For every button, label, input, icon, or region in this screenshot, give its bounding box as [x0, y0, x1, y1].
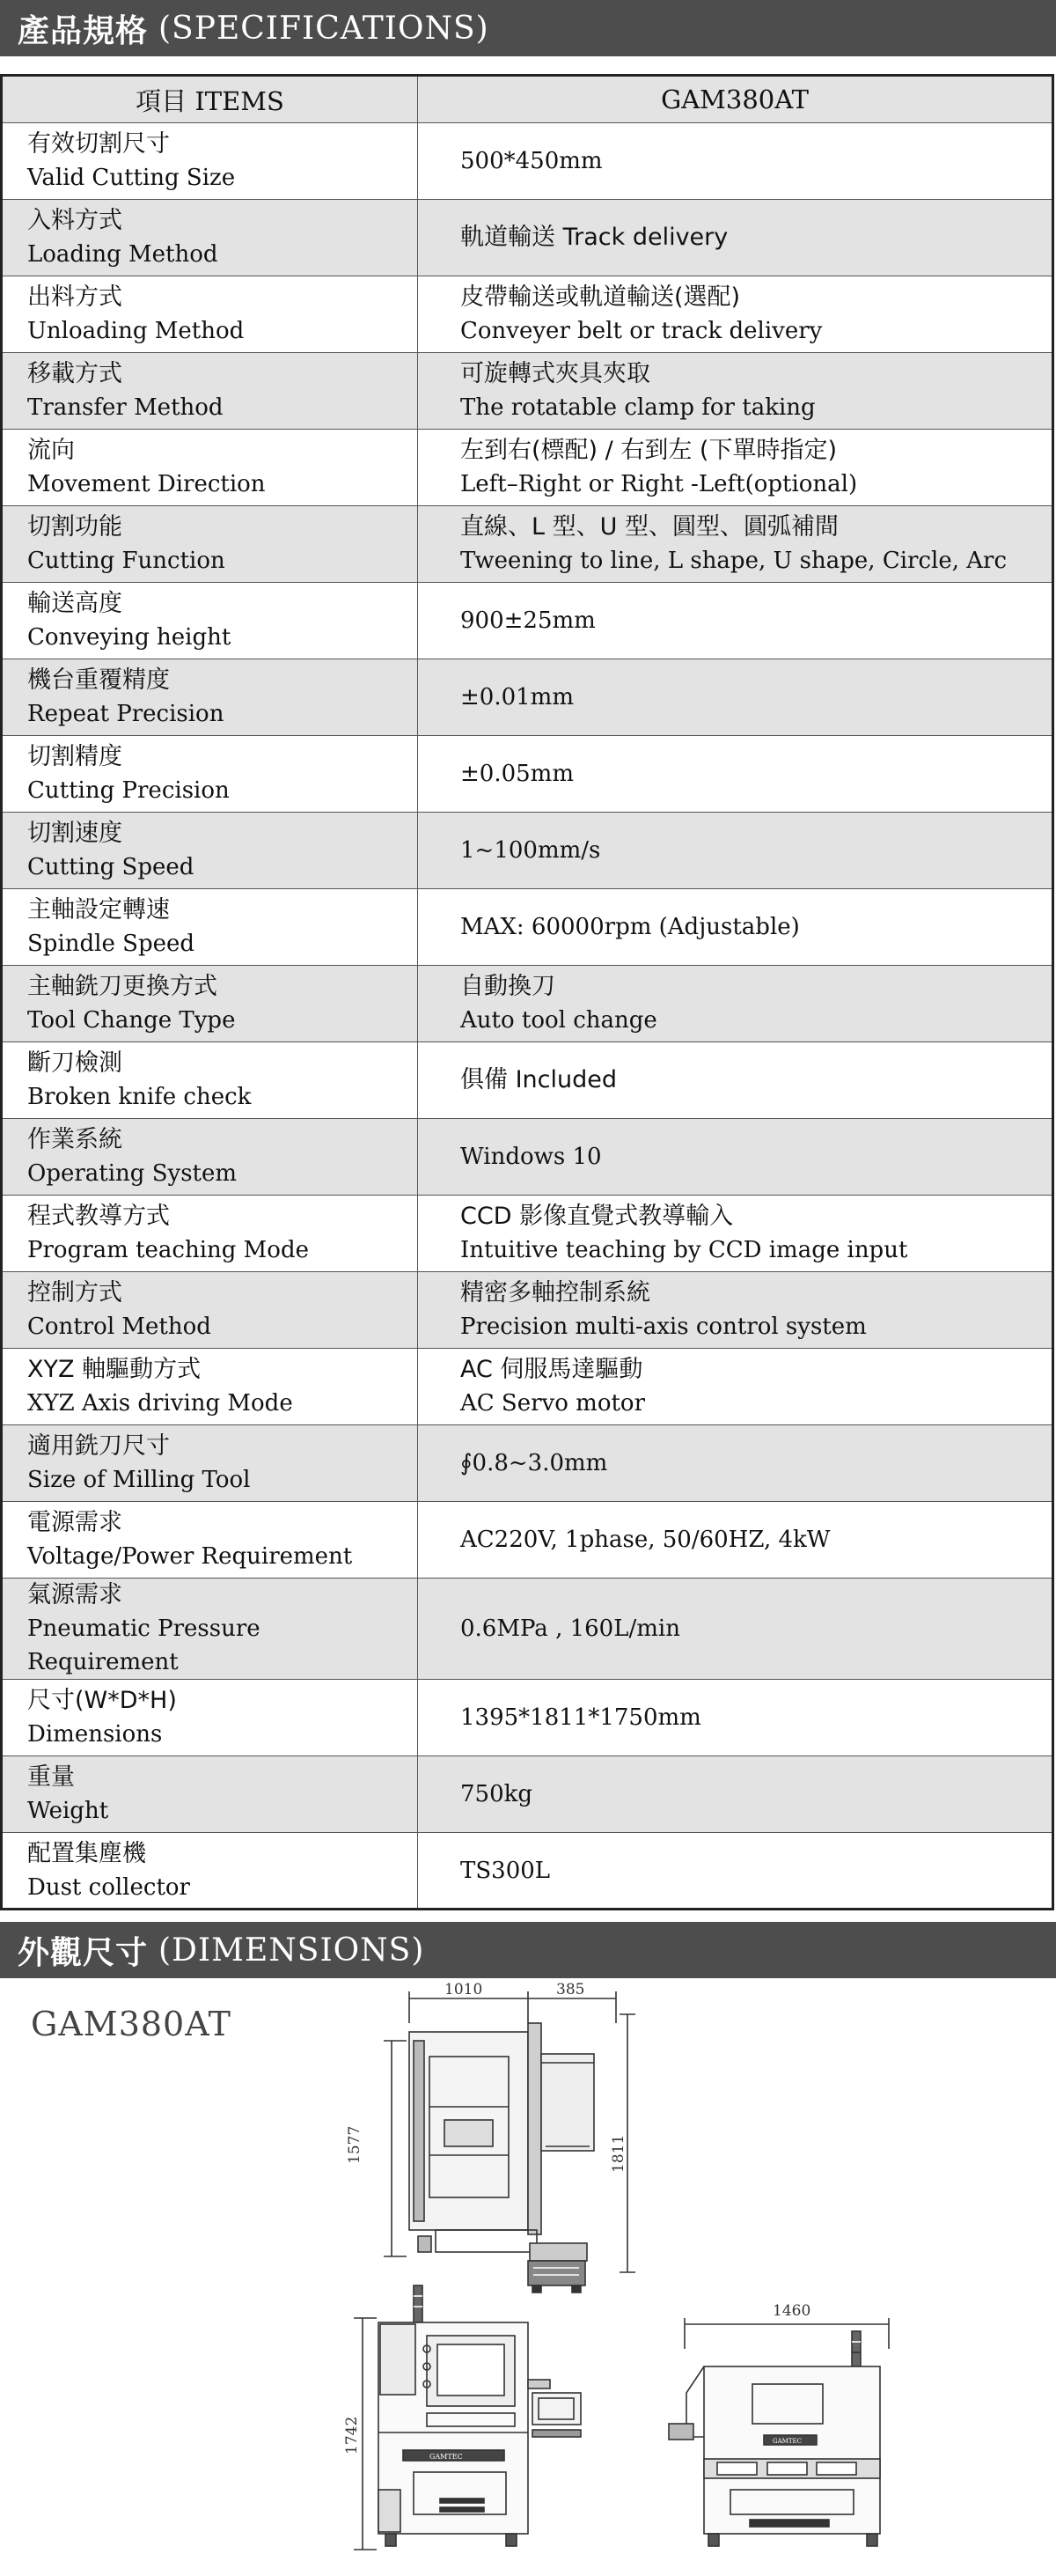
spec-value-en: Intuitive teaching by CCD image input	[460, 1237, 908, 1263]
spec-item-en: XYZ Axis driving Mode	[27, 1390, 293, 1417]
spec-item-zh: 作業系統	[27, 1126, 122, 1153]
spec-value-cell	[418, 353, 1053, 430]
spec-row	[2, 966, 1053, 1042]
spec-item-zh: 重量	[27, 1763, 75, 1791]
dimension-drawings	[0, 1979, 1056, 2576]
specifications-header	[0, 0, 1056, 56]
spec-item-en: Transfer Method	[27, 394, 224, 421]
spec-value-cell	[418, 1042, 1053, 1119]
spec-value-zh: 可旋轉式夾具夾取	[460, 360, 650, 387]
spec-value-cell	[418, 1680, 1053, 1756]
spec-value-cell	[418, 583, 1053, 659]
dim-height-front: 1742	[343, 2416, 361, 2455]
spec-value-cell	[418, 1425, 1053, 1502]
spec-item-en: Cutting Function	[27, 548, 225, 574]
spec-item-zh: 入料方式	[27, 207, 122, 234]
spec-item-zh: 輸送高度	[27, 590, 122, 617]
spec-item-cell	[2, 1756, 418, 1833]
spec-item-en: Dust collector	[27, 1873, 190, 1901]
spec-item-zh: 流向	[27, 437, 75, 464]
spec-item-en: Broken knife check	[27, 1084, 252, 1110]
spec-item-cell	[2, 583, 418, 659]
spec-item-cell	[2, 966, 418, 1042]
specifications-header-en: (SPECIFICATIONS)	[158, 10, 489, 47]
spec-row	[2, 813, 1053, 889]
spec-value: 0.6MPa , 160L/min	[460, 1616, 680, 1642]
brand-plate-front: GAMTEC	[429, 2453, 463, 2461]
spec-value-en: Left–Right or Right -Left(optional)	[460, 471, 858, 497]
spec-item-en: Cutting Speed	[27, 854, 194, 880]
spec-item-en: Size of Milling Tool	[27, 1467, 251, 1493]
spec-row	[2, 1425, 1053, 1502]
spec-value-zh: 左到右(標配) / 右到左 (下單時指定)	[460, 437, 837, 464]
spec-item-cell	[2, 1196, 418, 1272]
spec-item-cell	[2, 813, 418, 889]
spec-row	[2, 583, 1053, 659]
spec-value: TS300L	[460, 1857, 551, 1884]
spec-row	[2, 1756, 1053, 1833]
spec-value: 900±25mm	[460, 607, 596, 634]
spec-item-en: Operating System	[27, 1160, 238, 1187]
spec-value-zh: 精密多軸控制系統	[460, 1279, 650, 1306]
spec-item-cell	[2, 1833, 418, 1910]
spec-item-cell	[2, 1502, 418, 1579]
spec-value-zh: CCD 影像直覺式教導輸入	[460, 1203, 734, 1230]
spec-item-en: Valid Cutting Size	[27, 165, 236, 191]
spec-item-cell	[2, 430, 418, 506]
spec-item-zh: 適用銑刀尺寸	[27, 1432, 170, 1460]
spec-value-en: Conveyer belt or track delivery	[460, 318, 823, 344]
spec-value: ±0.05mm	[460, 761, 574, 787]
spec-value-cell	[418, 1196, 1053, 1272]
spec-value: 500*450mm	[460, 148, 603, 174]
spec-row	[2, 353, 1053, 430]
spec-item-en: Voltage/Power Requirement	[27, 1543, 353, 1570]
spec-value-cell	[418, 889, 1053, 966]
spec-row	[2, 1502, 1053, 1579]
spec-item-cell	[2, 506, 418, 583]
spec-item-en: Spindle Speed	[27, 931, 194, 957]
spec-value: ±0.01mm	[460, 684, 574, 710]
items-column-header: 項目 ITEMS	[2, 76, 418, 123]
spec-value-en: The rotatable clamp for taking	[460, 394, 816, 421]
spec-value-zh: 皮帶輸送或軌道輸送(選配)	[460, 283, 741, 311]
dimensions-header-zh: 外觀尺寸	[18, 1934, 149, 1971]
spec-value: 俱備 Included	[460, 1066, 618, 1093]
spec-item-en: Movement Direction	[27, 471, 266, 497]
spec-value: 750kg	[460, 1781, 533, 1807]
model-column-header: GAM380AT	[418, 76, 1053, 123]
spec-value-cell	[418, 506, 1053, 583]
dimensions-header-en: (DIMENSIONS)	[158, 1932, 425, 1969]
spec-value-en: Tweening to line, L shape, U shape, Circle, Arc	[460, 548, 1008, 574]
spec-item-zh: 程式教導方式	[27, 1203, 170, 1230]
spec-item-zh: 控制方式	[27, 1279, 122, 1306]
spec-row	[2, 659, 1053, 736]
spec-item-zh: 切割速度	[27, 820, 122, 847]
spec-item-en: Cutting Precision	[27, 777, 230, 804]
spec-item-zh: XYZ 軸驅動方式	[27, 1356, 202, 1383]
front-view-drawing	[343, 2285, 581, 2550]
dimensions-header	[0, 1922, 1056, 1978]
spec-item-cell	[2, 1349, 418, 1425]
spec-item-cell	[2, 1042, 418, 1119]
spec-value: 1395*1811*1750mm	[460, 1704, 701, 1731]
spec-row	[2, 1042, 1053, 1119]
spec-value-cell	[418, 200, 1053, 276]
spec-item-zh: 切割精度	[27, 743, 122, 770]
spec-value-zh: 自動換刀	[460, 973, 555, 1000]
spec-value: ∮0.8~3.0mm	[460, 1450, 608, 1476]
rear-view-drawing	[669, 2302, 889, 2546]
spec-item-en: Conveying height	[27, 624, 231, 651]
spec-value: AC220V, 1phase, 50/60HZ, 4kW	[460, 1527, 831, 1553]
spec-item-zh: 移載方式	[27, 360, 122, 387]
spec-value-zh: 直線、L 型、U 型、圓型、圓弧補間	[460, 513, 839, 541]
spec-value-cell	[418, 123, 1053, 200]
drawing-model-label: GAM380AT	[31, 2005, 231, 2043]
spec-item-zh: 機台重覆精度	[27, 666, 170, 694]
spec-value-cell	[418, 813, 1053, 889]
side-view-drawing	[346, 1981, 635, 2293]
spec-value-cell	[418, 1579, 1053, 1680]
spec-row	[2, 1349, 1053, 1425]
spec-value: 軌道輸送 Track delivery	[460, 224, 729, 251]
spec-row	[2, 1119, 1053, 1196]
spec-value-cell	[418, 1756, 1053, 1833]
spec-item-cell	[2, 353, 418, 430]
spec-item-cell	[2, 1425, 418, 1502]
spec-item-zh: 電源需求	[27, 1509, 122, 1536]
spec-value-cell	[418, 1833, 1053, 1910]
spec-value-cell	[418, 736, 1053, 813]
spec-value-cell	[418, 659, 1053, 736]
spec-row	[2, 1833, 1053, 1910]
spec-value: Windows 10	[460, 1144, 602, 1170]
spec-value-cell	[418, 276, 1053, 353]
spec-row	[2, 1196, 1053, 1272]
spec-value: 1~100mm/s	[460, 837, 601, 864]
spec-value-cell	[418, 1502, 1053, 1579]
spec-item-en: Weight	[27, 1798, 109, 1824]
spec-item-en: Tool Change Type	[27, 1007, 236, 1034]
spec-value-en: AC Servo motor	[460, 1390, 646, 1417]
dim-height-total: 1811	[610, 2134, 627, 2173]
spec-item-zh: 主軸銑刀更換方式	[27, 973, 217, 1000]
specifications-table	[0, 74, 1054, 1910]
spec-item-en: Pneumatic Pressure Requirement	[27, 1616, 260, 1675]
spec-item-en: Control Method	[27, 1314, 211, 1340]
spec-value-cell	[418, 1272, 1053, 1349]
dim-height-side: 1577	[346, 2125, 363, 2164]
spec-row	[2, 123, 1053, 200]
spec-item-zh: 斷刀檢測	[27, 1049, 122, 1077]
spec-item-cell	[2, 200, 418, 276]
dim-depth: 1460	[773, 2302, 811, 2320]
spec-item-cell	[2, 276, 418, 353]
spec-item-cell	[2, 736, 418, 813]
spec-item-en: Loading Method	[27, 241, 218, 268]
spec-value-en: Auto tool change	[460, 1007, 657, 1034]
spec-item-en: Repeat Precision	[27, 701, 224, 727]
spec-row	[2, 506, 1053, 583]
spec-row	[2, 1272, 1053, 1349]
spec-row	[2, 276, 1053, 353]
spec-item-cell	[2, 1272, 418, 1349]
spec-item-en: Unloading Method	[27, 318, 245, 344]
spec-item-cell	[2, 1680, 418, 1756]
brand-plate-rear: GAMTEC	[773, 2438, 802, 2445]
specifications-header-zh: 產品規格	[18, 12, 149, 49]
spec-item-zh: 尺寸(W*D*H)	[27, 1687, 177, 1714]
spec-item-zh: 有效切割尺寸	[27, 130, 170, 158]
spec-item-en: Program teaching Mode	[27, 1237, 309, 1263]
spec-row	[2, 200, 1053, 276]
spec-value-zh: AC 伺服馬達驅動	[460, 1356, 643, 1383]
spec-value-en: Precision multi-axis control system	[460, 1314, 867, 1340]
spec-row	[2, 1680, 1053, 1756]
spec-value: MAX: 60000rpm (Adjustable)	[460, 914, 800, 940]
spec-row	[2, 1579, 1053, 1680]
spec-item-zh: 切割功能	[27, 513, 122, 541]
dim-width-main: 1010	[444, 1981, 483, 1998]
spec-item-cell	[2, 1119, 418, 1196]
spec-item-zh: 配置集塵機	[27, 1839, 146, 1867]
spec-item-zh: 出料方式	[27, 283, 122, 311]
spec-item-zh: 主軸設定轉速	[27, 896, 170, 924]
spec-row	[2, 889, 1053, 966]
spec-value-cell	[418, 1119, 1053, 1196]
spec-item-en: Dimensions	[27, 1721, 163, 1748]
spec-value-cell	[418, 1349, 1053, 1425]
spec-item-cell	[2, 659, 418, 736]
spec-value-cell	[418, 966, 1053, 1042]
spec-row	[2, 430, 1053, 506]
dim-width-ext: 385	[556, 1981, 585, 1998]
spec-item-cell	[2, 1579, 418, 1680]
spec-value-cell	[418, 430, 1053, 506]
spec-row	[2, 736, 1053, 813]
spec-item-cell	[2, 889, 418, 966]
spec-item-zh: 氣源需求	[27, 1581, 122, 1608]
spec-item-cell	[2, 123, 418, 200]
